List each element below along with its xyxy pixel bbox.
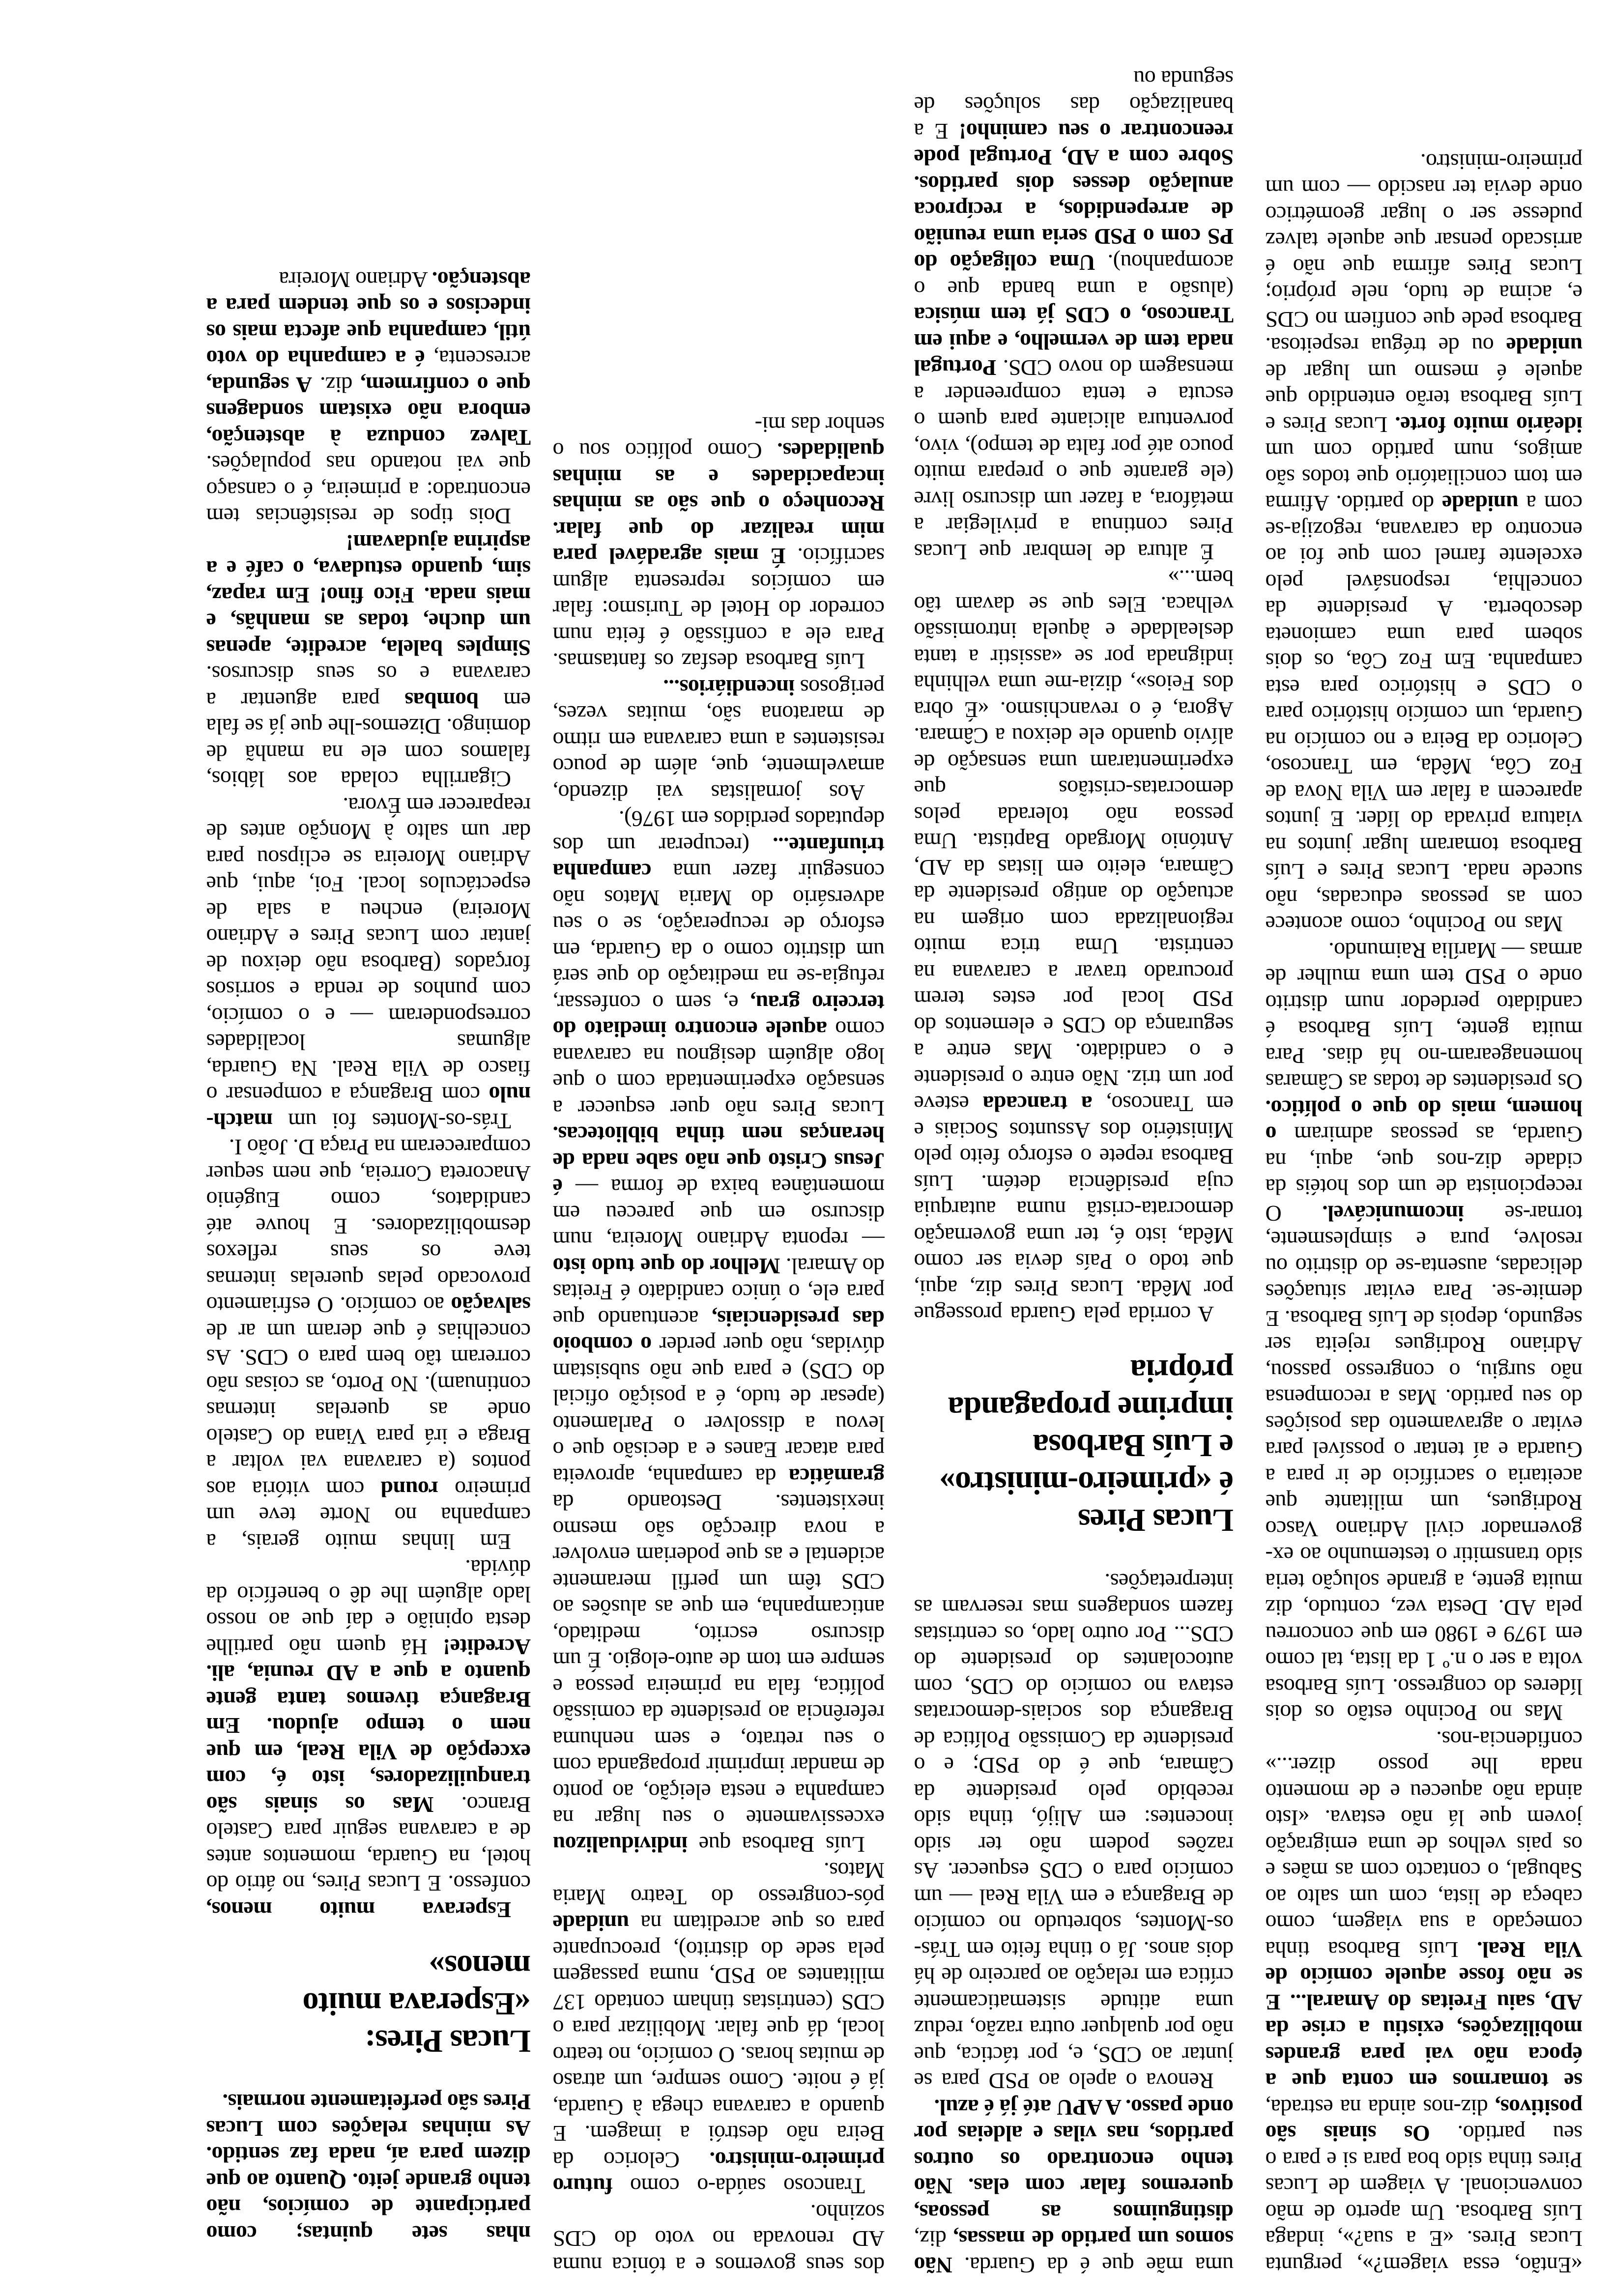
bold-quote: Melhor do que tudo isto: [553, 1254, 780, 1279]
bold-quote: futuro primeiro-ministro.: [553, 2148, 885, 2199]
paragraph-text: do partido. Afirma em tom conciliatório que todos são amigos, num partido com um: [1266, 438, 1583, 517]
article-paragraph: [553, 412, 885, 675]
article-paragraph: [553, 806, 885, 1858]
headline-line: imprime propaganda: [948, 1390, 1234, 1427]
paragraph-text: Luís Barbosa tinha começado a sua viagem, como cabeça de lista, com um salto ao Sabugal, o contacto com as mães e os pais velhos de uma emigração jovem que lá não estava. «Isto ainda não aqueceu e de momento nada lhe posso dizer...» confidencia-nos.: [1266, 1727, 1583, 1962]
article-paragraph: [1266, 1726, 1583, 2279]
paragraph-text: excessivamente o seu lugar na campanha e nesta eleição, ao ponto de mandar imprimir propaganda com o seu retrato, e sem nenhuma referência ao presidente da comissão política, fala na primeira pessoa e sempre em tom de auto-elogio. É um discurso escrito, meditado, anticampanha, em que as alusões ao CDS têm um perfil meramente acidental e as que poderiam envolver a nova direcção são mesmo inexistentes. Destoando da: [553, 1490, 885, 1831]
bold-quote: incendiários...: [663, 675, 795, 700]
bold-quote: Mas os sinais são tranquilizadores, isto é, com excepção de Vila Real, em que nem o tempo ajudou. Em Bragança tivemos tanta gente quanto a que a AD reunia, ali. Acredite!: [206, 1635, 531, 1817]
paragraph-text: da campanha, aproveita para atacar Eanes e a decisão que o levou a dissolver o Parlamento (apesar de tudo, é a posição oficial do CDS) e para que não subsistam dúvidas, não quer perder: [553, 1332, 885, 1489]
paragraph-text: A corrida pela Guarda prossegue por Mêda. Lucas Pires diz, aqui, que todo o País devia ser como Mêda, isto é, ter uma governação democrata-cristã numa autarquia cuja presidência detém. Luís Barbosa repete o esforço feito pelo Ministério dos Assuntos Sociais e em Trancoso,: [914, 1091, 1234, 1327]
paragraph-text: Em linhas muito gerais, a campanha no Norte teve um primeiro: [206, 1477, 531, 1554]
bold-quote: salvação: [451, 1292, 531, 1318]
bold-quote: o comboio das presidenciais,: [553, 1306, 885, 1358]
paragraph-text: ou de trégua respeitosa. Barbosa pede que confiem no CDS e, acima de tudo, nele próprio; Lucas Pires afirma que não é arriscado pensar que aquele talvez pudesse ser o lugar geométrico onde devia ter nascido — com um primeiro-ministro.: [1266, 149, 1583, 359]
paragraph-text: esteve por um triz. Não entre o presidente e o candidato. Mas entre a segurança do CDS e elementos do PSD local por estes terem procurado travar a caravana na centrista. Uma trica muito regionalizada com origem na actuação do antigo presidente da Câmara, eleito em listas da AD, António Morgado Baptista. Uma pessoa não tolerada pelos democratas-cristãos que experimentaram uma sensação de alívio quando ele deixou a Câmara. Agora, é o revanchismo. «É obra dos Feios», dizia-me uma velhinha indignada por se «assistir a tanta deslealdade e àquela intromissão velhaca. Eles que se davam tão bem...»: [914, 566, 1234, 1117]
article-paragraph: [914, 1569, 1234, 2095]
article-paragraph: [914, 2095, 1234, 2279]
paragraph-text: para aguentar a caravana e os seus discursos.: [206, 661, 531, 713]
bold-quote: A segunda,: [206, 373, 313, 398]
bold-quote: Simples balela, acredite, apenas um duche, todas as manhãs, e mais nada. Fico fino! Em rapaz, sim, quando estudava, o café e a aspirina ajudavam!: [206, 530, 531, 660]
bold-quote: Uma coligação do PS com o PSD seria uma reunião de arrependidos, a recíproca anulação desses dois partidos. Sobre com a AD, Portugal pode reencontrar o seu caminho!: [914, 119, 1234, 276]
paragraph-text: Os presidentes de todas as Câmaras homenagearam-no há dias. Para muita gente, Luís Barbosa é candidato perdedor num distrito onde o PSD tem uma mulher de armas — Marília Raimundo.: [1266, 938, 1583, 1095]
bold-quote: individualizou: [553, 1832, 688, 1857]
headline-line: própria: [1130, 1353, 1234, 1389]
bold-quote: match-nulo: [206, 1082, 531, 1134]
paragraph-text: e, sem o confessar, refugia-se na meditação do que será um distrito como o da Guarda, em esforço de recuperação, se o seu adversário do Maria Matos não conseguir fazer uma: [553, 859, 885, 1016]
bold-quote: Não somos um partido de massas,: [914, 2226, 1234, 2278]
paragraph-text: «Então, essa viagem?», pergunta Lucas Pires. «E a sua?», indaga Luís Barbosa. Um aperto de mão convencional. A viagem de Lucas Pires tinha sido boa para si e para o seu partido.: [1266, 2121, 1583, 2278]
bold-quote: bombas: [404, 688, 479, 713]
paragraph-text: Adriano Moreira: [279, 267, 432, 292]
paragraph-text: ao comício. O esfriamento provocado pelas querelas internas teve os seus reflexos desmobilizadores. E houve até candidatos, como Eugénio Anacoreta Correia, que nem sequer compareceram na Praça D. João I.: [206, 1135, 531, 1318]
paragraph-text: — reponta Adriano Moreira, num discurso em que pareceu em momentânea baixa de forma —: [553, 1175, 885, 1253]
article-headline: [914, 1352, 1234, 1539]
headline-line: «Esperava muito menos»: [303, 1949, 531, 2022]
article-paragraph: [206, 530, 531, 793]
headline-line: Lucas Pires: [1078, 1502, 1234, 1539]
article-paragraph: [206, 1134, 531, 1555]
article-paragraph: [914, 66, 1234, 566]
headline-line: é «primeiro-ministro»: [940, 1465, 1234, 1501]
paragraph-text: pós-congresso do Teatro Maria Matos.: [553, 1858, 885, 1910]
article-headline: [206, 1948, 531, 2060]
paragraph-text: Cigarrilha colada aos lábios, falamos com ele na manhã de domingo. Dizemos-lhe que já se fala em: [206, 688, 531, 792]
paragraph-text: Mas no Pocinho estão os dois líderes do congresso. Luís Barbosa volta a ser o n.º 1 da lista, tal como em 1979 e 1980 em que concorreu pela AD. Desta vez, contudo, diz muita gente, a grande solução teria sido transmitir o testemunho ao ex-governador civil Adriano Vasco Rodrigues, um militante que aceitaria o sacrifício de ir para a Guarda e aí tentar o possível para evitar o agravamento das posições do seu partido. Mas a recompensa não surgiu, o congresso passou, Adriano Rodrigues rejeita ser segundo, depois de Luís Barbosa. E demite-se. Para evitar situações delicadas, ausenta-se do distrito ou resolve, pura e simplesmente, tornar-se: [1266, 1201, 1583, 1726]
article-paragraph: [206, 1555, 531, 1923]
paragraph-text: uma mãe que é da Guarda.: [952, 2253, 1234, 2278]
paragraph-text: com vitória aos pontos (a caravana vai voltar a Braga e irá para Viana do Castelo onde as querelas internas continuam). No Porto, as coisas não correram tão bem para o CDS. As concelhias é que deram um ar de: [206, 1319, 531, 1502]
paragraph-text: acentuando que para ele, o único candidato é Freitas do Amaral.: [553, 1254, 885, 1331]
article-paragraph: [914, 565, 1234, 1328]
article-paragraph: [553, 1858, 885, 2200]
article-column-2: [914, 0, 1234, 2278]
article-paragraph: [1266, 938, 1583, 1726]
bold-quote: nhas sete quintas; como participante de comícios, não tenho grande jeito. Quanto ao que dizem para aí, nada faz sentido. As minhas relações com Lucas Pires são perfeitamente normais.: [206, 2090, 531, 2246]
bold-quote: ideário muito forte.: [1395, 412, 1583, 437]
bold-quote: round: [381, 1477, 438, 1502]
paragraph-text: dos seus governos e a tónica numa AD renovada no voto do CDS sozinho.: [553, 2200, 885, 2278]
paragraph-text: (recuperar um dos deputados perdidos em 1976).: [553, 806, 885, 858]
article-paragraph: [553, 2200, 885, 2279]
paragraph-text: Como político sou o senhor das mi-: [553, 412, 885, 464]
paragraph-text: E a banalização das soluções de segunda ou: [914, 66, 1234, 144]
bold-quote: incomunicável.: [1322, 1201, 1464, 1226]
paragraph-text: com Bragança a compensar o fiasco de Vila Real. Na Guarda, algumas localidades corresponderam — e o comício, com punhos de renda e sorrisos forçados (Barbosa não deixou de jantar com Lucas Pires e Adriano Moreira) encheu a sala de espectáculos local. Foi, aqui, que Adriano Moreira se eclipsou para dar um salto à Monção antes de reaparecer em Évora.: [206, 793, 531, 1108]
article-paragraph: [206, 267, 531, 530]
bold-quote: se tomarmos em conta que a época não vai para grandes mobilizações, existiu a crise da AD, saiu Freitas do Amaral... E se não fosse aquele comício de Vila Real.: [1266, 1937, 1583, 2094]
bold-quote: aquele encontro imediato do terceiro grau,: [553, 991, 885, 1042]
bold-quote: distinguimos as pessoas, queremos falar com elas. Não tenho encontrado os outros partidos, nas vilas e aldeias por onde passo. A APU até já é azul.: [914, 2095, 1234, 2225]
bold-quote: unidade: [1506, 333, 1583, 359]
bold-quote: Portugal nada tem de vermelho, e aqui em Trancoso, o CDS já tem música: [914, 303, 1234, 381]
bold-quote: Esperava muito menos,: [206, 1897, 511, 1923]
bold-quote: a trancada: [983, 1091, 1093, 1117]
bold-quote: gramática: [789, 1464, 885, 1489]
paragraph-text: Luís Barbosa que: [688, 1832, 865, 1857]
paragraph-text: diz-nos ainda na estrada,: [1266, 2095, 1496, 2120]
bold-quote: É mais agradável para mim realizar do que falar. Reconheço o que são as minhas incapacidades e as minhas qualidades.: [553, 438, 885, 569]
paragraph-text: diz.: [312, 373, 361, 398]
bold-quote: Talvez conduza à abstenção, embora não existam sondagens que o confirmem,: [206, 373, 531, 450]
article-paragraph: [206, 793, 531, 1135]
article-column-4: [206, 0, 531, 2247]
bold-quote: campanha triunfante...: [553, 833, 885, 885]
paragraph-text: O recepcionista de um dos hotéis da cidade diz-nos que, aqui, na Guarda, as pessoas admiram: [1266, 1122, 1583, 1226]
paragraph-text: confesso. E Lucas Pires, no átrio do hotel, na Guarda, momentos antes de a caravana seguir para Castelo Branco.: [206, 1792, 531, 1896]
headline-line: Lucas Pires:: [365, 2023, 531, 2059]
paragraph-text: Renova o apelo ao PSD para se juntar ao CDS, e, por táctica, que não por qualquer outra razão, reduz uma atitude sistematicamente crítica em relação ao parceiro de há dois anos. Já o tinha feito em Trás-os-Montes, sobretudo no comício de Bragança e em Vila Real — um comício para o CDS esquecer. As razões podem não ter sido inocentes: em Alijó, tinha sido recebido pelo presidente da Câmara, que é do PSD; e o presidente da Comissão Política de Bragança dos sociais-democratas estava no comício do CDS, com autocolantes do presidente do CDS... Por outro lado, os centristas fazem sondagens mas reservam as interpretações.: [914, 1569, 1234, 2094]
paragraph-text: (alusão a uma banda que o acompanhou).: [914, 250, 1234, 302]
headline-line: e Luís Barbosa: [1033, 1428, 1234, 1464]
paragraph-text: Lucas Pires e Luís Barbosa terão entendido que aquele é mesmo um lugar de: [1266, 360, 1583, 437]
bold-quote: Os sinais são positivos,: [1266, 2095, 1583, 2147]
paragraph-text: Celorico da Beira não destrói a imagem. E quando a caravana chega à Guarda, já é noite. Como sempre, um atraso de muitas horas. O comício, no teatro local, dá que falar. Mobilizar para o CDS (centristas tinham contado 137 militantes ao PSD, numa passagem pela sede do distrito), preocupante para os que acreditam na: [553, 1911, 885, 2173]
article-paragraph: [553, 675, 885, 806]
bold-quote: o homem, mais do que o político.: [1266, 1096, 1583, 1148]
paragraph-text: Dois tipos de resistências tem encontrado: a primeira, é o cansaço que vai notando nas populações.: [206, 451, 531, 529]
article-paragraph: [1266, 149, 1583, 938]
paragraph-text: Lucas Pires não quer esquecer a sensação experimentada com o que logo alguém designou na caravana como: [553, 1017, 885, 1121]
paragraph-text: Luís Barbosa desfaz os fantasmas. Para ele a confissão é feita num corredor do Hotel de Turismo: falar em comícios representa algum sacrifício.: [553, 544, 885, 674]
paragraph-text: Aos jornalistas vai dizendo, amavelmente, que, além de pouco resistentes a uma caravana em ritmo de maratona são, muitas vezes, perigosos: [553, 675, 885, 805]
paragraph-text: Mas no Pocinho, como acontece com as pessoas educadas, não sucede nada. Lucas Pires e Luís Barbosa tomaram lugar juntos na viatura privada do líder. E juntos aparecem a falar em Vila Nova de Foz Côa, Mêda, em Trancoso, Celorico da Beira e no comício na Guarda, um comício histórico para o CDS e histórico para esta campanha. Em Foz Côa, os dois sobem para uma camioneta descoberta. A presidente da concelhia, responsável pelo excelente farnel com que foi ao encontro da caravana, regozija-se com a: [1266, 491, 1583, 937]
paragraph-text: diz,: [914, 2226, 953, 2252]
paragraph-text: acrescenta,: [425, 346, 531, 372]
paragraph-text: Trás-os-Montes foi um: [272, 1109, 511, 1134]
article-column-3: [553, 0, 885, 2278]
paragraph-text: Há quem não partilhe desta opinião e daí que ao nosso lado alguém lhe dê o benefício da dúvida.: [206, 1555, 531, 1660]
paragraph-text: Trancoso saúda-o como: [612, 2174, 865, 2199]
bold-quote: unidade: [1442, 491, 1519, 517]
bold-quote: é Jesus Cristo que não sabe nada de heranças nem tinha bibliotecas.: [553, 1122, 885, 1200]
bold-quote: unidade: [553, 1911, 630, 1936]
article-paragraph: [206, 2089, 531, 2247]
bold-quote: é a campanha do voto útil, campanha que afecta mais os indecisos e os que tendem para a abstenção.: [206, 267, 531, 372]
paragraph-text: É altura de lembrar que Lucas Pires continua a privilegiar a metáfora, a fazer um discurso livre (ele garante que o prepara muito pouco até por falta de tempo), vivo, porventura aliciante para quem o escuta e tenta compreender a mensagem do novo CDS.: [914, 355, 1234, 565]
article-column-1: [1266, 0, 1583, 2278]
